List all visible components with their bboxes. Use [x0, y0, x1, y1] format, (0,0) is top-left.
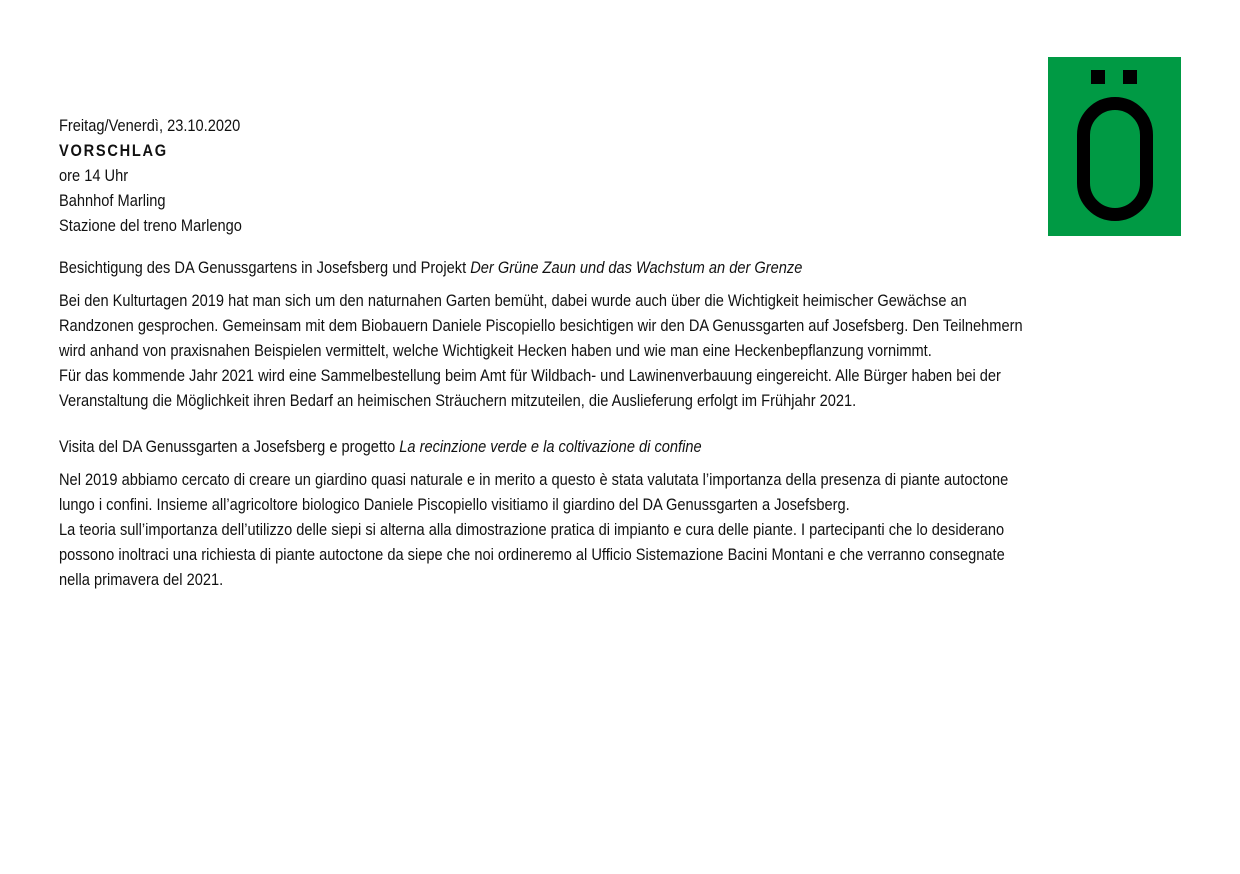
body-line: nella primavera del 2021.: [59, 570, 224, 589]
section-title-it: [59, 434, 1162, 459]
body-line: possono inoltraci una richiesta di piante autoctone da siepe che noi ordineremo al Ufficio Sistemazione Bacini Montani e che verranno consegnate: [59, 545, 1005, 564]
event-label: VORSCHLAG: [59, 141, 168, 160]
event-place-de: Bahnhof Marling: [59, 191, 166, 210]
event-time: ore 14 Uhr: [59, 166, 129, 185]
event-description: [59, 255, 1162, 592]
event-place-it: Stazione del treno Marlengo: [59, 216, 242, 235]
body-line: La teoria sull’importanza dell’utilizzo delle siepi si alterna alla dimostrazione pratica di impianto e cura delle piante. I partecipanti che lo desiderano: [59, 520, 1005, 539]
body-line: Bei den Kulturtagen 2019 hat man sich um den naturnahen Garten bemüht, dabei wurde auch über die Wichtigkeit heimischer Gewächse an: [59, 291, 967, 310]
section-title-de: [59, 255, 1162, 280]
section-body-de: [59, 288, 1162, 413]
oe-umlaut-logo-icon: [1048, 57, 1181, 236]
body-line: lungo i confini. Insieme all’agricoltore biologico Daniele Piscopiello visitiamo il giardino del DA Genussgarten a Josefsberg.: [59, 495, 850, 514]
umlaut-dot-right: [1123, 70, 1137, 84]
letter-o-ring: [1077, 97, 1153, 221]
body-line: Veranstaltung die Möglichkeit ihren Bedarf an heimischen Sträuchern mitzuteilen, die Auslieferung erfolgt im Frühjahr 2021.: [59, 391, 857, 410]
section-title-it-italic: La recinzione verde e la coltivazione di confine: [399, 437, 702, 456]
section-title-de-italic: Der Grüne Zaun und das Wachstum an der Grenze: [470, 258, 803, 277]
section-title-it-plain: Visita del DA Genussgarten a Josefsberg e progetto: [59, 437, 400, 456]
body-line: Für das kommende Jahr 2021 wird eine Sammelbestellung beim Amt für Wildbach- und Lawinenverbauung eingereicht. Alle Bürger haben bei der: [59, 366, 1001, 385]
umlaut-dot-left: [1091, 70, 1105, 84]
section-body-it: [59, 467, 1162, 592]
body-line: Nel 2019 abbiamo cercato di creare un giardino quasi naturale e in merito a questo è stata valutata l’importanza della presenza di piante autoctone: [59, 470, 1009, 489]
section-title-de-plain: Besichtigung des DA Genussgartens in Josefsberg und Projekt: [59, 258, 471, 277]
event-header: [59, 113, 242, 238]
body-line: Randzonen gesprochen. Gemeinsam mit dem Biobauern Daniele Piscopiello besichtigen wir den DA Genussgarten auf Josefsberg. Den Teilnehmern: [59, 316, 1023, 335]
body-line: wird anhand von praxisnahen Beispielen vermittelt, welche Wichtigkeit Hecken haben und wie man eine Heckenbepflanzung vornimmt.: [59, 341, 932, 360]
event-date: Freitag/Venerdì, 23.10.2020: [59, 116, 241, 135]
